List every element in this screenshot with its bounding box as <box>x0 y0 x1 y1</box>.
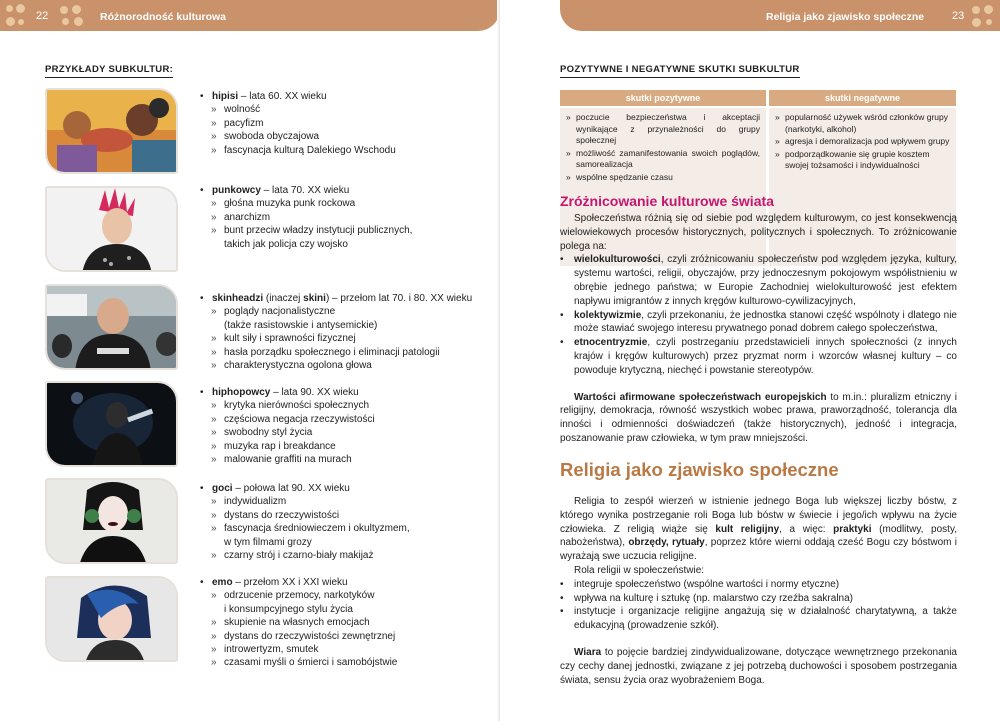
list-item: » odrzucenie przemocy, narkotyków <box>200 589 397 602</box>
emo-photo <box>45 576 178 662</box>
subculture-name: hiphopowcy <box>212 387 271 398</box>
subculture-era: ) – przełom lat 70. i 80. XX wieku <box>325 293 473 304</box>
section-label: PRZYKŁADY SUBKULTUR: <box>45 64 173 78</box>
list-item-continuation: i konsumpcyjnego stylu życia <box>224 603 353 615</box>
heading-cultural-diversity: Zróżnicowanie kulturowe świata <box>560 193 774 209</box>
list-item: • wpływa na kulturę i sztukę (np. malarstwo czy rzeźba sakralna) <box>560 592 957 606</box>
page-number: 23 <box>952 10 965 22</box>
table-item: » możliwość zamanifestowania swoich poglądów, samorealizacja <box>566 148 760 171</box>
list-item: » głośna muzyka punk rockowa <box>200 197 412 210</box>
list-item: » dystans do rzeczywistości zewnętrznej <box>200 630 397 643</box>
list-item: » czarny strój i czarno-biały makijaż <box>200 549 410 562</box>
text: , poprzez które wierni oddają cześć Bogu czy bóstwom i wyrażają swe uczucia religijne. <box>560 537 957 563</box>
table-item: » popularność używek wśród członków grupy (narkotyki, alkohol) <box>775 112 950 135</box>
term-definition: , czyli przekonaniu, że jednostka stanowi część wspólnoty i dlatego nie może stawiać swojego interesu prywatnego ponad dobrem całego społeczeństwa, <box>574 309 957 335</box>
table-item: » podporządkowanie się grupie kosztem swojej tożsamości i indywidualności <box>775 149 950 172</box>
decor-dot <box>62 18 69 25</box>
term-definition: , czyli postrzeganiu przedstawicieli innych społeczności (z innych krajów i kręgów kulturowych) przez pryzmat norm i wzorców własnej kultury – co powoduje krytyczną, niechęć i powstanie stereotypów. <box>574 337 957 376</box>
subculture-emo <box>200 576 397 670</box>
list-item: » częściowa negacja rzeczywistości <box>200 413 375 426</box>
term-definition: , czyli zróżnicowaniu społeczeństw pod względem języka, kultury, systemu wartości, religii, obyczajów, przy jednoczesnym pokojowym współistnieniu w obrębie jednego państwa; w Europie Zachodniej wielokulturowość jest efektem napływu imigrantów z innych kręgów kulturowo-cywilizacyjnych, <box>574 254 957 307</box>
table-header-positive: skutki pozytywne <box>560 90 766 106</box>
list-item: » malowanie graffiti na murach <box>200 453 375 466</box>
list-item: » charakterystyczna ogolona głowa <box>200 359 472 372</box>
subculture-goth <box>200 482 410 562</box>
text: , a więc: <box>779 523 834 535</box>
list-item <box>560 253 957 308</box>
subculture-era: – lata 70. XX wieku <box>260 185 350 196</box>
list-item: » wolność <box>200 103 396 116</box>
section-label: POZYTYWNE I NEGATYWNE SKUTKI SUBKULTUR <box>560 64 800 78</box>
punk-photo <box>45 186 178 272</box>
term: etnocentryzmie <box>574 337 648 349</box>
list-item <box>560 309 957 337</box>
decor-dot <box>6 5 13 12</box>
term: Wiara <box>574 646 602 658</box>
decor-dot <box>72 5 81 14</box>
list-item: » fascynacja średniowieczem i okultyzmem, <box>200 522 410 535</box>
decor-dot <box>984 5 993 14</box>
list-item: » pacyfizm <box>200 117 396 130</box>
page-title: Różnorodność kulturowa <box>100 11 226 23</box>
subculture-era: – lata 60. XX wieku <box>238 91 327 102</box>
skinheads-photo <box>45 284 178 370</box>
decor-dot <box>986 19 992 25</box>
right-header-bar <box>560 0 1000 31</box>
term: Wartości afirmowane społeczeństwach europejskich <box>574 391 827 403</box>
subculture-name: punkowcy <box>212 185 261 196</box>
term: praktyki <box>833 523 872 535</box>
table-item: » agresja i demoralizacja pod wpływem grupy <box>775 136 950 148</box>
page-title: Religia jako zjawisko społeczne <box>766 11 925 23</box>
list-item: » bunt przeciw władzy instytucji publicznych, <box>200 224 412 237</box>
decor-dot <box>6 17 15 26</box>
term-definition: to m.in.: pluralizm etniczny i religijny, demokracja, równość wszystkich wobec prawa, praworządność, tolerancja dla inności i odmienności doświadczeń (także historycznych), jedność i integracja, poszanowanie praw człowieka, w tym praw mniejszości. <box>560 391 957 444</box>
term: kult religijny <box>715 523 780 535</box>
text: (modlitwy, posty, nabożeństwa), <box>560 523 957 549</box>
list-item: » poglądy nacjonalistyczne <box>200 305 472 318</box>
subculture-hippies <box>200 90 396 157</box>
hiphop-photo <box>45 381 178 467</box>
list-item: » indywidualizm <box>200 495 410 508</box>
list-item: » swobodny styl życia <box>200 426 375 439</box>
subculture-name: skinheadzi <box>212 293 264 304</box>
list-item: • integruje społeczeństwo (wspólne wartości i normy etyczne) <box>560 578 957 592</box>
subculture-hiphop <box>200 386 375 466</box>
subculture-skinheads <box>200 292 472 372</box>
subculture-alt-name: skini <box>303 293 326 304</box>
subculture-era: – połowa lat 90. XX wieku <box>232 483 350 494</box>
table-item: » poczucie bezpieczeństwa i akceptacji wynikające z przynależności do grupy społecznej <box>566 112 760 147</box>
religion-section <box>560 495 957 687</box>
list-item: » dystans do rzeczywistości <box>200 509 410 522</box>
list-item: » krytyka nierówności społecznych <box>200 399 375 412</box>
subculture-punk <box>200 184 412 251</box>
left-header-bar <box>0 0 500 31</box>
list-item: » muzyka rap i breakdance <box>200 440 375 453</box>
list-item-continuation: (także rasistowskie i antysemickie) <box>224 319 378 331</box>
decor-dot <box>16 4 25 13</box>
list-item: » fascynacja kulturą Dalekiego Wschodu <box>200 144 396 157</box>
paragraph <box>560 646 957 687</box>
term: wielokulturowości <box>574 254 661 266</box>
list-item: » kult siły i sprawności fizycznej <box>200 332 472 345</box>
decor-dot <box>18 19 24 25</box>
list-item: » introwertyzm, smutek <box>200 643 397 656</box>
paragraph: Społeczeństwa różnią się od siebie pod względem kulturowym, co jest konsekwencją wielowiekowych procesów historycznych, politycznych i społecznych. To zróżnicowanie polega na: <box>560 213 957 252</box>
subculture-era: – przełom XX i XXI wieku <box>232 577 348 588</box>
term-definition: to pojęcie bardziej zindywidualizowane, dotyczące wewnętrznego przekonania czy cechy danej jednostki, związane z jej potrzebą duchowości i sposobem postrzegania świata, sensu życia oraz wyobrażeniem Boga. <box>560 646 957 686</box>
list-item-continuation: takich jak policja czy wojsko <box>224 238 348 250</box>
list-item-continuation: w tym filmami grozy <box>224 536 312 548</box>
paragraph <box>560 391 957 446</box>
list-item: • instytucje i organizacje religijne angażują się w działalność charytatywną, a także edukacyjną (prowadzenie szkół). <box>560 605 957 633</box>
decor-dot <box>74 17 83 26</box>
diversity-section <box>560 212 957 446</box>
list-item: » anarchizm <box>200 211 412 224</box>
paragraph: Rola religii w społeczeństwie: <box>574 564 705 576</box>
subculture-era-pre: (inaczej <box>263 293 304 304</box>
table-header-negative: skutki negatywne <box>769 90 956 106</box>
subculture-era: – lata 90. XX wieku <box>270 387 359 398</box>
term: kolektywizmie <box>574 309 642 321</box>
page-number: 22 <box>36 10 49 22</box>
decor-dot <box>972 18 981 27</box>
paragraph <box>560 495 957 564</box>
text: Religia to zespół wierzeń w istnienie jednego Boga lub większej liczby bóstw, z którego wynika postrzeganie roli Boga lub bóstw w świecie i jego/ich wpływu na życie człowieka. Z religią wiąże się <box>560 496 957 535</box>
subculture-name: emo <box>212 577 233 588</box>
list-item: » swoboda obyczajowa <box>200 130 396 143</box>
list-item <box>560 336 957 377</box>
table-item: » wspólne spędzanie czasu <box>566 172 760 184</box>
hippies-photo <box>45 88 178 174</box>
subculture-name: goci <box>212 483 233 494</box>
decor-dot <box>60 6 68 14</box>
heading-religion: Religia jako zjawisko społeczne <box>560 459 839 480</box>
list-item: » skupienie na własnych emocjach <box>200 616 397 629</box>
list-item: » czasami myśli o śmierci i samobójstwie <box>200 656 397 669</box>
term: obrzędy, rytuały <box>628 537 705 549</box>
decor-dot <box>972 6 980 14</box>
goth-photo <box>45 478 178 564</box>
list-item: » hasła porządku społecznego i eliminacji patologii <box>200 346 472 359</box>
subculture-name: hipisi <box>212 91 239 102</box>
